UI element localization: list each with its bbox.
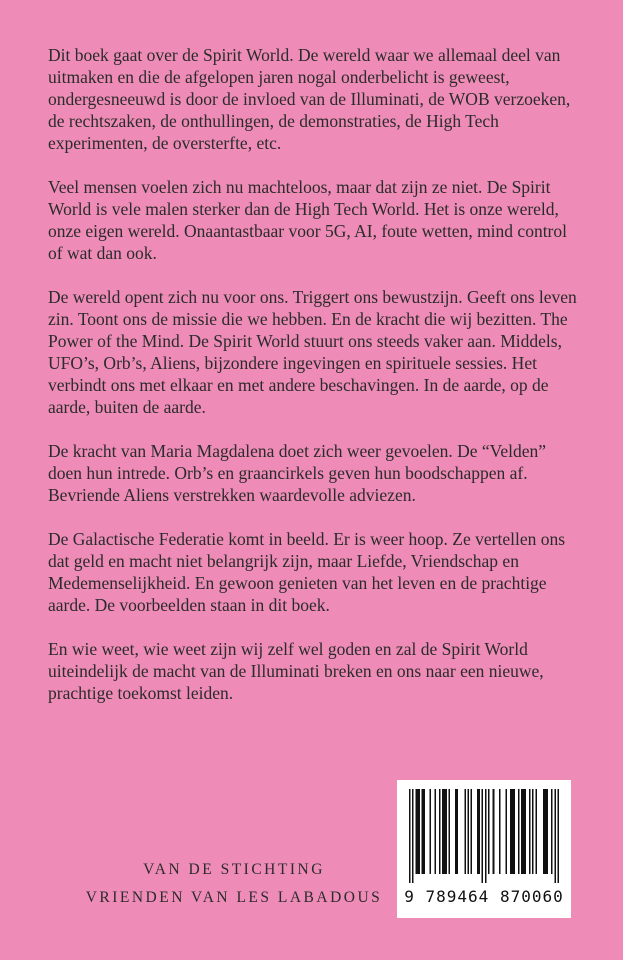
- paragraph-4: De kracht van Maria Magdalena doet zich weer gevoelen. De “Velden” doen hun intrede. Orb’s en graancirkels geven hun boodschappen af. Bevriende Aliens verstrekken waardevolle adviezen.: [48, 441, 547, 505]
- paragraph-5: De Galactische Federatie komt in beeld. Er is weer hoop. Ze vertellen ons dat geld en macht niet belangrijk zijn, maar Liefde, Vriendschap en Medemenselijkheid. En gewoon genieten van het leven en de prachtige aarde. De voorbeelden staan in dit boek.: [48, 529, 566, 615]
- paragraph-6: En wie weet, wie weet zijn wij zelf wel goden en zal de Spirit World uiteindelijk de macht van de Illuminati breken en ons naar een nieuwe, prachtige toekomst leiden.: [48, 639, 544, 703]
- paragraph-2: Veel mensen voelen zich nu machteloos, maar dat zijn ze niet. De Spirit World is vele malen sterker dan de High Tech World. Het is onze wereld, onze eigen wereld. Onaantastbaar voor 5G, AI, foute wetten, mind control of wat dan ook.: [48, 177, 567, 263]
- publisher-line-2: VRIENDEN VAN LES LABADOUS: [85, 889, 383, 906]
- publisher-credit: [48, 856, 420, 912]
- back-cover-text: [48, 44, 579, 726]
- publisher-line-1: VAN DE STICHTING: [143, 861, 325, 878]
- barcode: [397, 780, 571, 918]
- barcode-bars-icon: [409, 789, 559, 883]
- paragraph-1: Dit boek gaat over de Spirit World. De wereld waar we allemaal deel van uitmaken en die de afgelopen jaren nogal onderbelicht is geweest, ondergesneeuwd is door de invloed van de Illuminati, de WOB verzoeken, de rechtszaken, de onthullingen, de demonstraties, de High Tech experimenten, de oversterfte, etc.: [48, 45, 571, 153]
- paragraph-3: De wereld opent zich nu voor ons. Triggert ons bewustzijn. Geeft ons leven zin. Toont ons de missie die we hebben. En de kracht die wij bezitten. The Power of the Mind. De Spirit World stuurt ons steeds vaker aan. Middels, UFO’s, Orb’s, Aliens, bijzondere ingevingen en spirituele sessies. Het verbindt ons met elkaar en met andere beschavingen. In de aarde, op de aarde, buiten de aarde.: [48, 287, 577, 417]
- barcode-number: 9 789464 870060: [404, 887, 564, 906]
